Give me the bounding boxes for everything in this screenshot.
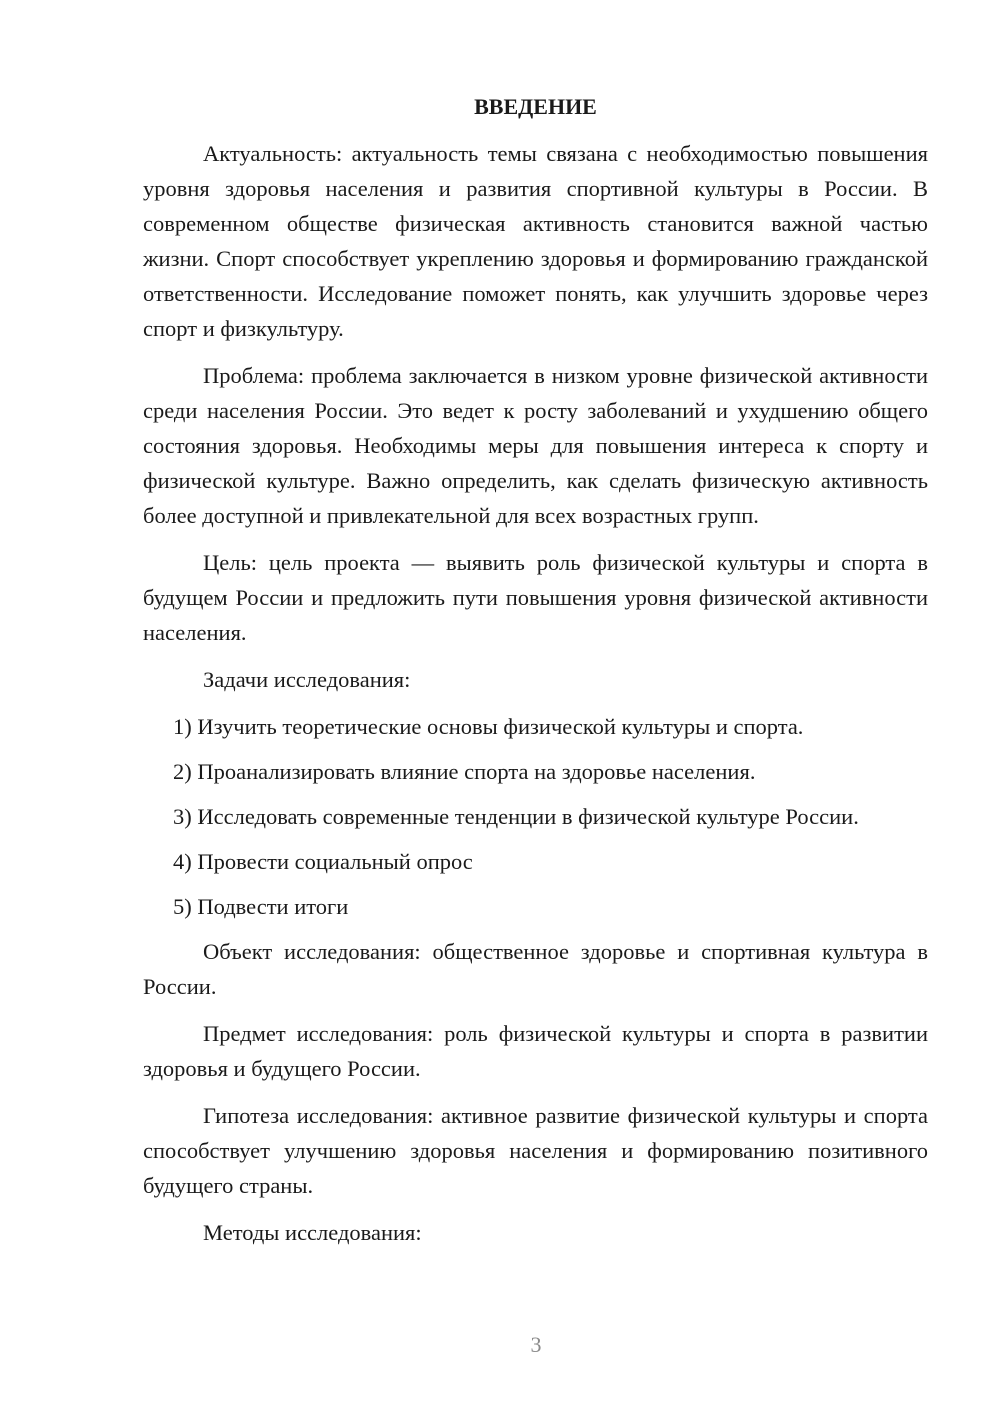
document-page: [143, 92, 928, 1262]
task-item: 5) Подвести итоги: [173, 894, 349, 919]
methods-heading: Методы исследования:: [203, 1220, 422, 1245]
task-item: 3) Исследовать современные тенденции в физической культуре России.: [173, 804, 859, 829]
subject-paragraph: Предмет исследования: роль физической культуры и спорта в развитии здоровья и будущего России.: [143, 1021, 928, 1081]
problem-paragraph: Проблема: проблема заключается в низком уровне физической активности среди населения России. Это ведет к росту заболеваний и ухудшению общего состояния здоровья. Необходимы меры для повышения интереса к спорту и физической культуре. Важно определить, как сделать физическую активность более доступной и привлекательной для всех возрастных групп.: [143, 363, 928, 528]
tasks-heading: Задачи исследования:: [203, 667, 411, 692]
tasks-list: [143, 709, 928, 924]
page-number: 3: [530, 1332, 542, 1357]
goal-paragraph: Цель: цель проекта — выявить роль физической культуры и спорта в будущем России и предложить пути повышения уровня физической активности населения.: [143, 550, 928, 645]
hypothesis-paragraph: Гипотеза исследования: активное развитие физической культуры и спорта способствует улучшению здоровья населения и формированию позитивного будущего страны.: [143, 1103, 928, 1198]
task-item: 2) Проанализировать влияние спорта на здоровье населения.: [173, 759, 756, 784]
task-item: 1) Изучить теоретические основы физической культуры и спорта.: [173, 714, 804, 739]
task-item: 4) Провести социальный опрос: [173, 849, 473, 874]
section-title: ВВЕДЕНИЕ: [474, 94, 597, 119]
relevance-paragraph: Актуальность: актуальность темы связана с необходимостью повышения уровня здоровья населения и развития спортивной культуры в России. В современном обществе физическая активность становится важной частью жизни. Спорт способствует укреплению здоровья и формированию гражданской ответственности. Исследование поможет понять, как улучшить здоровье через спорт и физкультуру.: [143, 141, 928, 341]
object-paragraph: Объект исследования: общественное здоровье и спортивная культура в России.: [143, 939, 928, 999]
